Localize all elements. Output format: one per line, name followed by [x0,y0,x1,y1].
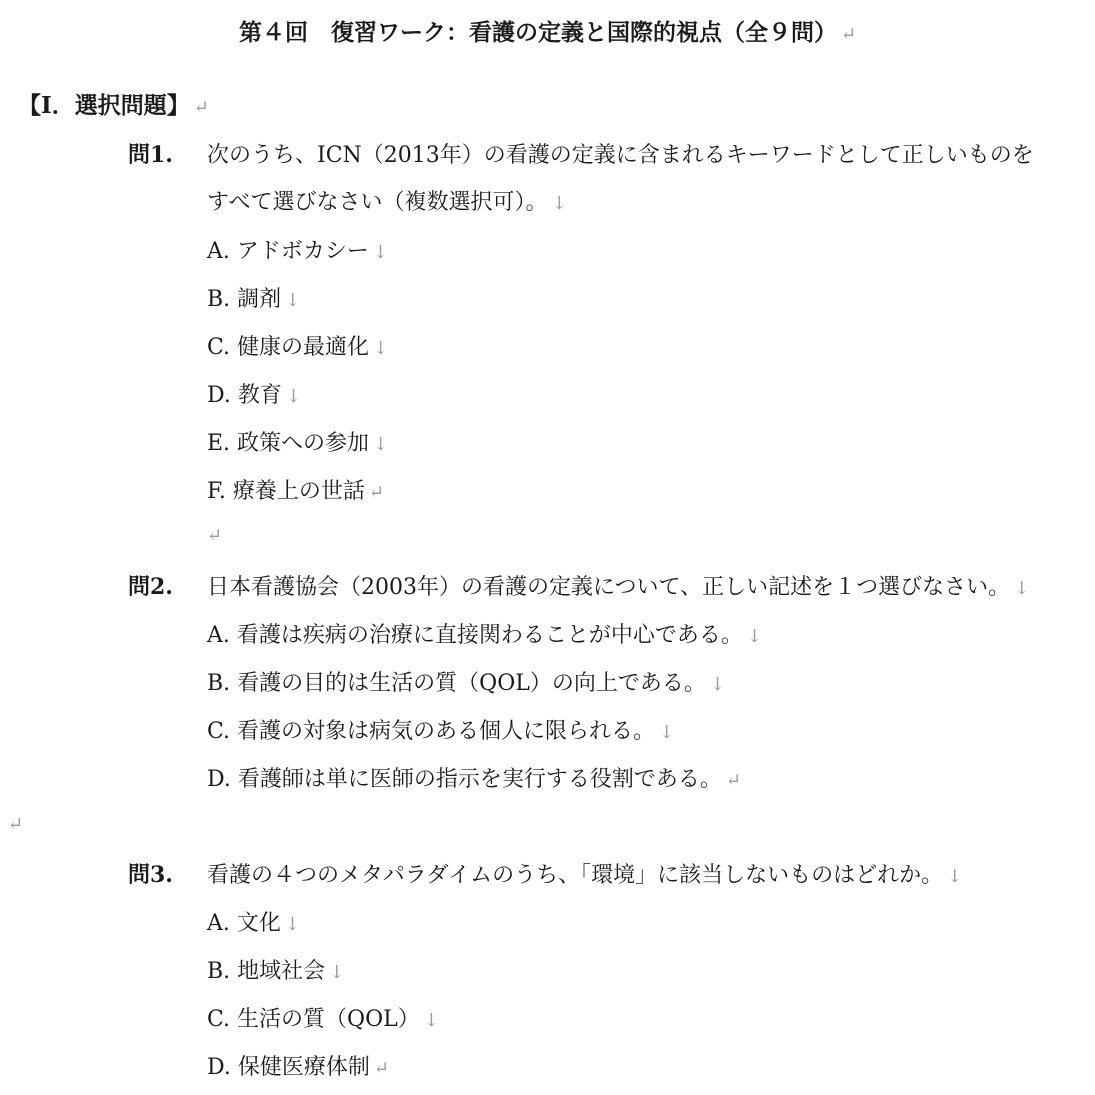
line-break-icon: ↓ [709,674,725,695]
question-2-option-a: A. 看護は疾病の治療に直接関わることが中心である。 ↓ [207,623,762,648]
question-3-option-a: A. 文化 ↓ [207,911,300,936]
question-3-text-line-1: 看護の４つのメタパラダイムのうち、「環境」に該当しないものはどれか。 ↓ [207,863,963,888]
line-break-icon: ↓ [746,626,762,647]
line-break-icon: ↓ [551,193,567,214]
question-3-option-b: B. 地域社会 ↓ [207,959,345,984]
question-1-option-d: D. 教育 ↓ [207,383,301,408]
question-1-text-line-2: すべて選びなさい（複数選択可）。 ↓ [207,190,567,215]
question-2-option-b: B. 看護の目的は生活の質（QOL）の向上である。 ↓ [207,671,725,696]
empty-paragraph [207,522,222,547]
question-2-number: 問2. [128,574,173,600]
question-2-text-line-1: 日本看護協会（2003年）の看護の定義について、正しい記述を１つ選びなさい。 ↓ [207,575,1030,600]
line-break-icon: ↓ [423,1010,439,1031]
question-1-number: 問1. [128,142,173,168]
question-2-option-d: D. 看護師は単に医師の指示を実行する役割である。 ↵ [207,767,741,792]
question-2-option-c: C. 看護の対象は病気のある個人に限られる。 ↓ [207,719,675,744]
paragraph-mark-icon: ↵ [207,525,223,546]
line-break-icon: ↓ [373,434,389,455]
question-3-option-d: D. 保健医療体制 ↵ [207,1055,389,1080]
paragraph-mark-icon: ↵ [725,770,741,791]
question-3-option-c: C. 生活の質（QOL） ↓ [207,1007,439,1032]
question-3-number: 問3. [128,862,173,888]
paragraph-mark-icon: ↵ [373,1058,389,1079]
question-1-option-c: C. 健康の最適化 ↓ [207,335,389,360]
line-break-icon: ↓ [329,962,345,983]
empty-paragraph: ↵ [8,814,24,835]
paragraph-mark-icon: ↵ [840,24,857,45]
question-1-option-e: E. 政策への参加 ↓ [207,431,389,456]
section-heading: 【Ⅰ．選択問題】 ↵ [18,92,209,119]
paragraph-mark-icon: ↵ [368,482,384,503]
line-break-icon: ↓ [285,386,301,407]
line-break-icon: ↓ [285,290,301,311]
line-break-icon: ↓ [659,722,675,743]
paragraph-mark-icon: ↵ [193,97,209,118]
line-break-icon: ↓ [373,338,389,359]
question-1-option-a: A. アドボカシー ↓ [207,239,388,264]
line-break-icon: ↓ [1014,578,1030,599]
line-break-icon: ↓ [284,914,300,935]
line-break-icon: ↓ [372,242,388,263]
question-1-text-line-1: 次のうち、ICN（2013年）の看護の定義に含まれるキーワードとして正しいものを [207,143,1034,168]
document-title: 第４回 復習ワーク：看護の定義と国際的視点（全９問） ↵ [238,19,857,46]
line-break-icon: ↓ [947,866,963,887]
question-1-option-f: F. 療養上の世話 ↵ [207,479,384,504]
question-1-option-b: B. 調剤 ↓ [207,287,301,312]
